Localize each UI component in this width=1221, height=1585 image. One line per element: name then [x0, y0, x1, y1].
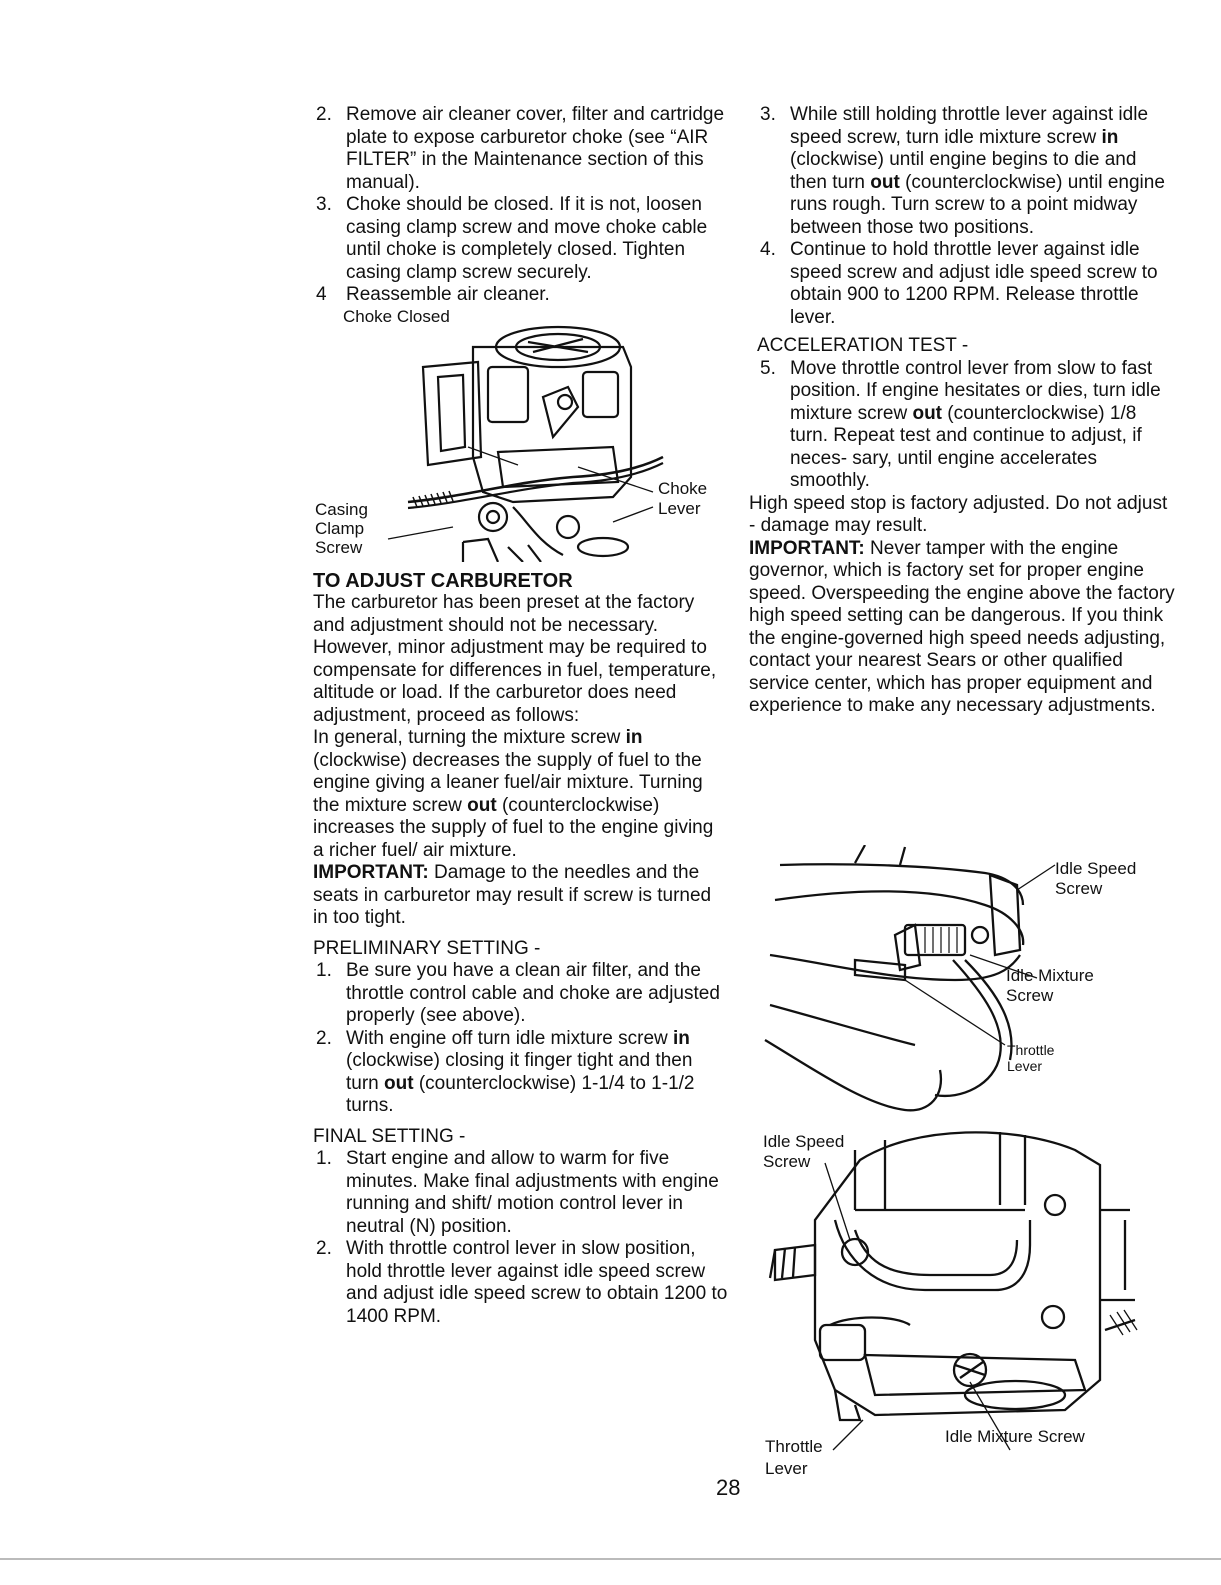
high-speed-notes [749, 493, 1177, 718]
emphasis-text: out [384, 1072, 414, 1094]
casing-clamp-screw-label: Casing Clamp Screw [315, 499, 368, 557]
list-item-number: 4. [760, 239, 776, 260]
body-text: (counterclockwise) 1-1/4 to 1-1/2 turns. [346, 1072, 695, 1116]
body-text: Remove air cleaner cover, filter and cartridge plate to expose carburetor choke (see “AIR FILTER” in the Maintenance section of this manual). [346, 104, 725, 193]
list-item [757, 239, 1177, 329]
idle-mixture-screw-label-2: Idle Mixture Screw [945, 1427, 1085, 1446]
list-item-number: 2. [316, 104, 332, 125]
throttle-lever-label: Throttle Lever [1007, 1042, 1055, 1074]
body-text: Start engine and allow to warm for five minutes. Make final adjustments with engine running and shift/ motion control lever in neutral (N) position. [346, 1148, 719, 1237]
body-text: (clockwise) until engine begins to die and then turn [790, 149, 1137, 193]
body-text: (clockwise) closing it finger tight and then turn [346, 1050, 693, 1094]
emphasis-text: IMPORTANT: [313, 862, 429, 883]
body-text: In general, turning the mixture screw [313, 727, 626, 748]
acceleration-test-heading: ACCELERATION TEST - [757, 335, 969, 356]
final-steps-list [313, 1148, 728, 1328]
emphasis-text: out [870, 171, 900, 193]
list-item-number: 2. [316, 1238, 332, 1259]
left-column [313, 104, 728, 1328]
body-text: Move throttle control lever from slow to fast position. If engine hesitates or dies, turn idle mixture screw [790, 357, 1161, 424]
list-item [313, 960, 728, 1028]
emphasis-text: IMPORTANT: [749, 537, 865, 559]
body-text: (counterclockwise) 1/8 turn. Repeat test and continue to adjust, if neces- sary, until engine accelerates smoothly. [790, 402, 1142, 491]
body-text: Choke should be closed. If it is not, loosen casing clamp screw and move choke cable until choke is completely closed. Tighten casing clamp screw securely. [346, 194, 708, 283]
list-item-text [790, 104, 1177, 239]
choke-figure [313, 307, 728, 562]
list-item-number: 2. [316, 1027, 332, 1049]
list-item-text [346, 1148, 728, 1238]
idle-mixture-screw-label: Idle Mixture Screw [1006, 966, 1094, 1005]
body-text: (clockwise) decreases the supply of fuel to the engine giving a leaner fuel/air mixture. Turning the mixture screw [313, 749, 703, 816]
throttle-linkage-figure [755, 845, 1155, 1120]
list-item-text [346, 104, 728, 194]
body-text: Never tamper with the engine governor, which is factory set for proper engine speed. Overspeeding the engine above the factory high speed setting can be dangerous. If you think the engine-governed high speed needs adjusting, contact your nearest Sears or other qualified service center, which has proper equipment and experience to make any necessary adjustments. [749, 537, 1175, 716]
list-item-text [346, 960, 728, 1028]
choke-closed-label: Choke Closed [343, 306, 450, 326]
list-item [313, 1148, 728, 1238]
list-item [313, 1028, 728, 1118]
body-text: High speed stop is factory adjusted. Do not adjust - damage may result. [749, 492, 1168, 536]
list-item-text [346, 194, 728, 284]
list-item [313, 1238, 728, 1328]
list-item-text [790, 239, 1177, 329]
paragraph [749, 538, 1177, 718]
preliminary-setting-heading: PRELIMINARY SETTING - [313, 937, 541, 959]
body-text: (counterclockwise) increases the supply of fuel to the engine giving a richer fuel/ air mixture. [313, 794, 714, 861]
list-item-text [346, 1238, 728, 1328]
body-text: Be sure you have a clean air filter, and the throttle control cable and choke are adjusted properly (see above). [346, 960, 720, 1026]
emphasis-text: out [912, 402, 943, 424]
emphasis-text: in [1101, 126, 1119, 148]
emphasis-text: in [625, 727, 643, 748]
carburetor-intro-text [313, 592, 728, 930]
emphasis-text: out [467, 794, 497, 816]
paragraph [313, 862, 728, 930]
body-text: While still holding throttle lever against idle speed screw, turn idle mixture screw [790, 104, 1149, 148]
list-item-number: 1. [316, 1148, 332, 1169]
choke-lever-label: Choke Lever [658, 478, 708, 518]
list-item-text [346, 1028, 728, 1118]
body-text: The carburetor has been preset at the factory and adjustment should not be necessary. However, minor adjustment may be required to compensate for differences in fuel, temperature, altitude or load. If the carburetor does need adjustment, proceed as follows: [313, 592, 717, 726]
carburetor-front-illustration [755, 1120, 1155, 1480]
idle-speed-screw-label-2: Idle Speed Screw [763, 1132, 845, 1171]
list-item [757, 358, 1177, 493]
list-item [313, 284, 728, 307]
preliminary-steps-list [313, 960, 728, 1118]
idle-speed-screw-label: Idle Speed Screw [1055, 859, 1137, 898]
throttle-lever-label-2: Throttle Lever [765, 1437, 823, 1478]
right-column [749, 104, 1177, 718]
body-text: Reassemble air cleaner. [346, 284, 550, 305]
body-text: Continue to hold throttle lever against idle speed screw and adjust idle speed screw to obtain 900 to 1200 RPM. Release throttle lever. [790, 239, 1158, 328]
paragraph [313, 727, 728, 862]
list-item-number: 4 [316, 284, 327, 305]
emphasis-text: in [673, 1027, 690, 1049]
list-item [757, 104, 1177, 239]
list-item-number: 3. [760, 104, 776, 125]
acceleration-steps-list [757, 358, 1177, 493]
list-item [313, 194, 728, 284]
paragraph [749, 493, 1177, 538]
scan-edge-line [0, 1558, 1221, 1560]
body-text: Damage to the needles and the seats in carburetor may result if screw is turned in too tight. [313, 862, 712, 928]
list-item-text [790, 358, 1177, 493]
list-item-number: 1. [316, 960, 332, 981]
choke-steps-list [313, 104, 728, 307]
body-text: With throttle control lever in slow position, hold throttle lever against idle speed screw and adjust idle speed screw to obtain 1200 to 1400 RPM. [346, 1238, 728, 1327]
page-number: 28 [716, 1475, 741, 1500]
list-item-number: 5. [760, 357, 776, 379]
to-adjust-carburetor-heading: TO ADJUST CARBURETOR [313, 569, 573, 592]
carburetor-front-figure [755, 1120, 1155, 1480]
list-item-number: 3. [316, 194, 332, 215]
carburetor-choke-illustration [313, 307, 728, 562]
list-item [313, 104, 728, 194]
list-item-text [346, 284, 728, 307]
body-text: (counterclockwise) until engine runs rough. Turn screw to a point midway between those two positions. [790, 171, 1165, 238]
idle-steps-list [757, 104, 1177, 329]
final-setting-heading: FINAL SETTING - [313, 1125, 466, 1147]
body-text: With engine off turn idle mixture screw [346, 1027, 674, 1049]
paragraph [313, 592, 728, 727]
